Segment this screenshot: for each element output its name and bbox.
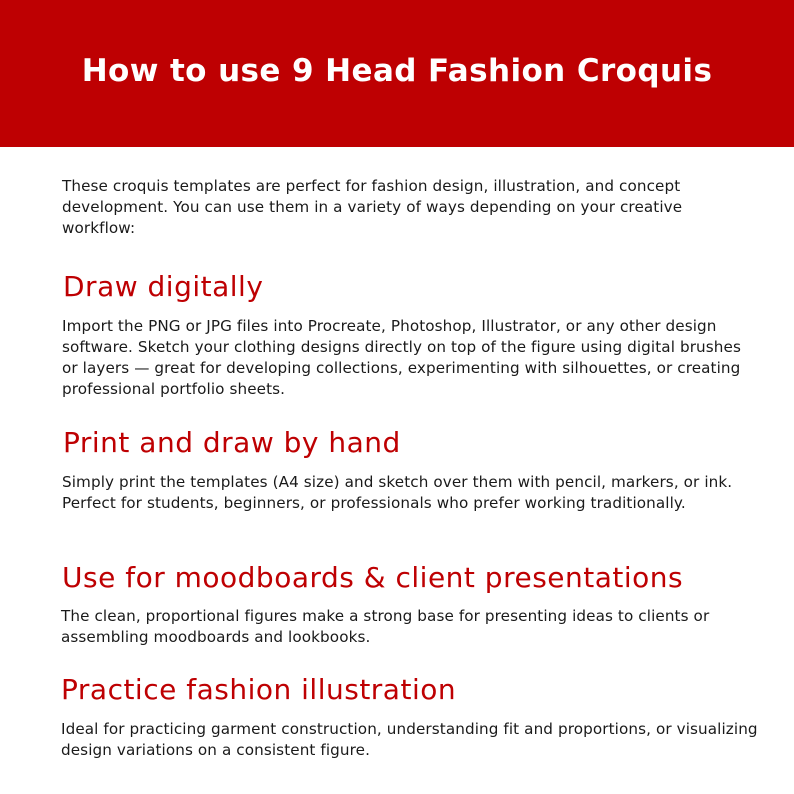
page-title: How to use 9 Head Fashion Croquis [81, 52, 713, 89]
section-body-draw-digitally: Import the PNG or JPG files into Procreate, Photoshop, Illustrator, or any other design software. Sketch your clothing designs directly on top of the figure using digital brushes or layers — great for developing collections, experimenting with silhouettes, or creating professional portfolio sheets. [62, 317, 741, 398]
section-heading-print-and-draw: Print and draw by hand [63, 426, 401, 459]
section-body-practice-illustration: Ideal for practicing garment construction, understanding fit and proportions, or visualizing design variations on a consistent figure. [61, 720, 758, 759]
section-body-moodboards: The clean, proportional figures make a strong base for presenting ideas to clients or assembling moodboards and lookbooks. [61, 607, 710, 646]
intro-paragraph: These croquis templates are perfect for fashion design, illustration, and concept development. You can use them in a variety of ways depending on your creative workflow: [62, 177, 683, 237]
section-heading-practice-illustration: Practice fashion illustration [61, 673, 457, 706]
section-body-print-and-draw: Simply print the templates (A4 size) and sketch over them with pencil, markers, or ink. Perfect for students, beginners, or professionals who prefer working traditionally. [62, 473, 733, 512]
section-heading-draw-digitally: Draw digitally [63, 270, 264, 303]
header-banner [0, 0, 794, 147]
section-heading-moodboards: Use for moodboards & client presentations [62, 561, 684, 594]
